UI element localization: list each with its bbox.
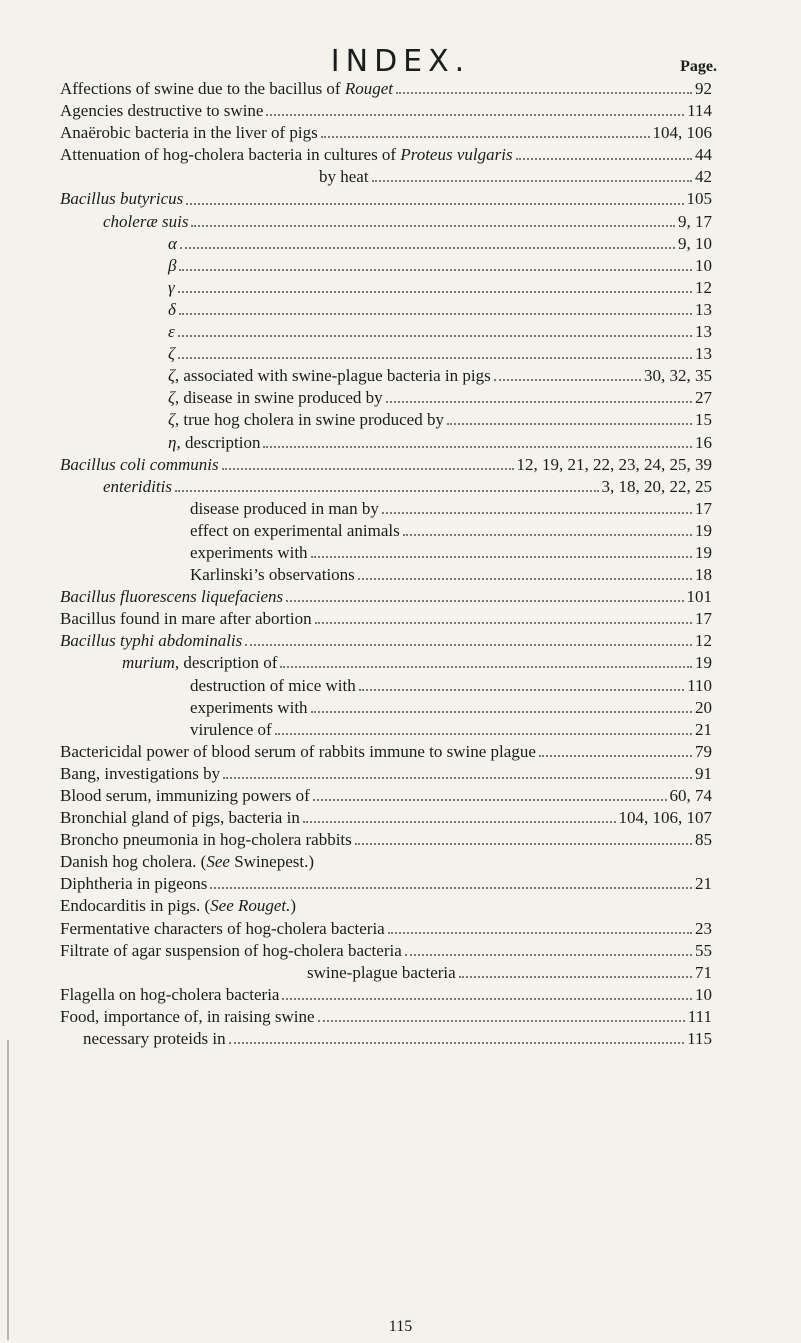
- dot-leader: [263, 446, 692, 448]
- index-entry-text: [60, 586, 283, 608]
- index-entry-text-part: See: [206, 852, 230, 872]
- index-entry-text-part: Bronchial gland of pigs, bacteria in: [60, 808, 300, 828]
- index-entry: [60, 586, 712, 608]
- index-entry-text: [307, 962, 456, 984]
- dot-leader: [191, 225, 675, 227]
- dot-leader: [223, 777, 692, 779]
- index-entry: [60, 542, 712, 564]
- index-entry-pages: 30, 32, 35: [644, 366, 712, 386]
- index-entry-text-part: Endocarditis in pigs. (: [60, 896, 211, 916]
- index-entry-text: [190, 520, 400, 542]
- index-entry-text: [168, 343, 175, 365]
- index-entry-text-part: ζ: [168, 366, 175, 386]
- dot-leader: [313, 799, 667, 801]
- index-entry: [60, 1006, 712, 1028]
- index-entry-text: [60, 940, 402, 962]
- index-entry-text-part: Agencies destructive to swine: [60, 101, 264, 121]
- index-entry-text: [60, 630, 242, 652]
- dot-leader: [372, 180, 692, 182]
- index-entry-text-part: experiments with: [190, 697, 308, 717]
- dot-leader: [447, 423, 692, 425]
- index-entry: [60, 78, 712, 100]
- dot-leader: [311, 556, 692, 558]
- index-entry-text: [60, 1006, 315, 1028]
- dot-leader: [386, 401, 692, 403]
- index-entry-text-part: Bang, investigations by: [60, 763, 221, 783]
- index-entry-text-part: Food, importance of, in raising swine: [60, 1006, 315, 1026]
- index-entry: [60, 719, 712, 741]
- index-entry: [60, 564, 712, 586]
- index-entry-text: [190, 675, 356, 697]
- index-entry-text-part: Proteus vulgaris: [400, 145, 513, 165]
- dot-leader: [229, 1042, 685, 1044]
- index-entry: [60, 122, 712, 144]
- index-entry-text: [60, 851, 314, 873]
- dot-leader: [275, 733, 692, 735]
- dot-leader: [178, 335, 692, 337]
- index-entry-pages: 104, 106: [652, 123, 712, 143]
- index-entry-text-part: necessary proteids in: [83, 1029, 226, 1049]
- dot-leader: [355, 843, 692, 845]
- index-entry-text: [60, 918, 385, 940]
- index-entry: [60, 476, 712, 498]
- index-entry-text-part: by heat: [319, 167, 369, 187]
- index-entry-pages: 21: [695, 719, 712, 739]
- index-entry: [60, 387, 712, 409]
- index-entry-pages: 10: [695, 984, 712, 1004]
- index-entry: [60, 829, 712, 851]
- index-entry-text: [60, 454, 219, 476]
- index-entry: [60, 520, 712, 542]
- index-entry-pages: 44: [695, 145, 712, 165]
- index-entry: [60, 211, 712, 233]
- index-entry-text-part: virulence of: [190, 719, 272, 739]
- index-entry-text-part: Broncho pneumonia in hog-cholera rabbits: [60, 830, 352, 850]
- index-entry-text: [60, 100, 263, 122]
- index-entry: [60, 299, 712, 321]
- index-entry-pages: 12: [695, 631, 712, 651]
- index-entry-text: [60, 188, 183, 210]
- dot-leader: [286, 600, 683, 602]
- index-entry-text: [60, 741, 536, 763]
- index-list: [60, 78, 712, 1050]
- index-entry-pages: 105: [686, 189, 712, 209]
- page-column-label: Page.: [680, 58, 717, 75]
- index-entry-text: [60, 763, 220, 785]
- dot-leader: [359, 689, 684, 691]
- index-entry-text-part: Danish hog cholera. (: [60, 852, 207, 872]
- index-entry: [60, 675, 712, 697]
- index-entry-text-part: Bacillus typhi abdominalis: [60, 631, 243, 651]
- dot-leader: [303, 821, 616, 823]
- index-entry-text: [60, 873, 207, 895]
- dot-leader: [318, 1020, 685, 1022]
- index-entry-text-part: ζ: [168, 388, 175, 408]
- index-entry-text-part: Bactericidal power of blood serum of rabbits immune to swine plague: [60, 741, 536, 761]
- index-entry: [60, 962, 712, 984]
- index-entry-text-part: δ: [168, 299, 176, 319]
- index-entry-text-part: Diphtheria in pigeons: [60, 874, 208, 894]
- index-entry-text-part: Bacillus found in mare after abortion: [60, 609, 312, 629]
- dot-leader: [315, 622, 692, 624]
- index-entry-text: [122, 652, 277, 674]
- dot-leader: [282, 998, 692, 1000]
- index-entry-text: [168, 365, 491, 387]
- dot-leader: [180, 247, 675, 249]
- index-entry-text: [168, 387, 383, 409]
- index-entry-text-part: murium,: [122, 653, 180, 673]
- index-entry-text: [60, 829, 352, 851]
- index-entry-text: [168, 409, 444, 431]
- dot-leader: [311, 711, 692, 713]
- index-entry: [60, 984, 712, 1006]
- dot-leader: [222, 468, 514, 470]
- index-entry-text: [168, 233, 177, 255]
- index-entry-text: [168, 321, 175, 343]
- index-entry-pages: 114: [687, 101, 712, 121]
- dot-leader: [245, 644, 692, 646]
- index-entry: [60, 940, 712, 962]
- index-entry-text-part: Filtrate of agar suspension of hog-cholera bacteria: [60, 940, 402, 960]
- index-entry-text: [319, 166, 369, 188]
- index-entry-pages: 16: [695, 432, 712, 452]
- index-entry: [60, 608, 712, 630]
- page-number: 115: [388, 1318, 413, 1335]
- index-entry: [60, 785, 712, 807]
- dot-leader: [396, 92, 692, 94]
- index-entry-text-part: ζ: [168, 410, 175, 430]
- index-entry-pages: 23: [695, 918, 712, 938]
- index-entry-pages: 21: [695, 874, 712, 894]
- index-entry-pages: 13: [695, 299, 712, 319]
- index-entry-pages: 60, 74: [669, 786, 712, 805]
- index-entry-pages: 13: [695, 344, 712, 364]
- index-entry-text: [190, 697, 308, 719]
- index-entry-pages: 12, 19, 21, 22, 23, 24, 25, 39: [516, 454, 712, 474]
- index-entry-pages: 13: [695, 322, 712, 342]
- index-entry: [60, 918, 712, 940]
- dot-leader: [179, 269, 692, 271]
- index-entry: [60, 409, 712, 431]
- index-entry-text: [60, 895, 296, 917]
- dot-leader: [280, 666, 692, 668]
- index-entry-text: [60, 608, 312, 630]
- index-entry-pages: 79: [695, 741, 712, 761]
- index-entry: [60, 365, 712, 387]
- index-entry-text-part: , true hog cholera in swine produced by: [174, 410, 444, 430]
- index-entry: [60, 895, 712, 917]
- index-entry-text-part: , disease in swine produced by: [174, 388, 383, 408]
- index-entry-pages: 27: [695, 388, 712, 408]
- index-entry-pages: 55: [695, 940, 712, 960]
- index-entry-text-part: β: [168, 255, 177, 275]
- index-entry: [60, 188, 712, 210]
- index-entry-text-part: ζ: [168, 344, 175, 364]
- index-entry: [60, 144, 712, 166]
- index-entry: [60, 255, 712, 277]
- index-entry: [60, 277, 712, 299]
- index-entry-text-part: η: [168, 432, 177, 452]
- index-entry-text: [60, 144, 513, 166]
- index-entry-text-part: destruction of mice with: [190, 675, 356, 695]
- dot-leader: [358, 578, 692, 580]
- index-entry-text: [103, 476, 172, 498]
- index-entry-pages: 91: [695, 763, 712, 783]
- index-entry: [60, 851, 712, 873]
- index-entry-text-part: , description: [176, 432, 261, 452]
- index-entry-pages: 111: [687, 1006, 712, 1026]
- index-entry-text-part: effect on experimental animals: [190, 520, 400, 540]
- index-entry-pages: 19: [695, 542, 712, 562]
- index-entry-text: [168, 277, 175, 299]
- index-entry-text-part: ): [290, 896, 297, 916]
- dot-leader: [382, 512, 692, 514]
- index-entry-text-part: Swinepest.): [229, 852, 314, 872]
- index-entry-text-part: swine-plague bacteria: [307, 962, 456, 982]
- dot-leader: [405, 954, 692, 956]
- index-entry-text-part: Flagella on hog-cholera bacteria: [60, 984, 280, 1004]
- index-entry-pages: 92: [695, 79, 712, 98]
- index-entry: [60, 321, 712, 343]
- index-entry-text: [60, 785, 310, 807]
- index-entry-text-part: Fermentative characters of hog-cholera bacteria: [60, 918, 385, 938]
- index-entry-text-part: Bacillus coli communis: [60, 454, 219, 474]
- dot-leader: [266, 114, 684, 116]
- dot-leader: [321, 136, 650, 138]
- index-entry: [60, 166, 712, 188]
- index-entry-text-part: See Rouget.: [210, 896, 291, 916]
- index-entry-text: [60, 122, 318, 144]
- index-entry: [60, 652, 712, 674]
- index-entry-text-part: enteriditis: [103, 476, 172, 496]
- index-entry-text-part: disease produced in man by: [190, 498, 379, 518]
- binding-margin-line: [7, 1040, 9, 1340]
- index-entry-text: [103, 211, 188, 233]
- index-entry-text: [60, 807, 300, 829]
- dot-leader: [494, 379, 641, 381]
- dot-leader: [178, 357, 692, 359]
- index-entry-pages: 17: [695, 609, 712, 629]
- index-entry-text-part: γ: [168, 277, 175, 297]
- index-entry-pages: 85: [695, 830, 712, 850]
- index-entry-text-part: α: [168, 233, 177, 253]
- index-entry-text: [83, 1028, 226, 1050]
- index-entry-pages: 115: [687, 1029, 712, 1049]
- index-entry-text-part: experiments with: [190, 542, 308, 562]
- index-entry-text-part: Bacillus fluorescens liquefaciens: [60, 587, 284, 607]
- index-entry-text: [190, 498, 379, 520]
- index-entry-text: [190, 719, 272, 741]
- index-entry-pages: 110: [687, 675, 712, 695]
- index-entry-pages: 9, 17: [678, 211, 712, 231]
- index-entry-text-part: Attenuation of hog-cholera bacteria in cultures of: [60, 145, 401, 165]
- index-entry: [60, 100, 712, 122]
- dot-leader: [516, 158, 692, 160]
- index-entry-text-part: Bacillus butyricus: [60, 189, 184, 209]
- dot-leader: [178, 291, 692, 293]
- index-entry: [60, 697, 712, 719]
- index-entry: [60, 432, 712, 454]
- index-entry-text-part: Blood serum, immunizing powers of: [60, 786, 310, 805]
- index-entry: [60, 454, 712, 476]
- index-entry: [60, 630, 712, 652]
- dot-leader: [388, 932, 692, 934]
- index-entry-pages: 104, 106, 107: [618, 808, 712, 828]
- index-entry-text: [190, 542, 308, 564]
- index-entry: [60, 807, 712, 829]
- index-entry: [60, 741, 712, 763]
- index-entry: [60, 498, 712, 520]
- index-entry-text-part: description of: [179, 653, 278, 673]
- index-entry-text-part: choleræ suis: [103, 211, 189, 231]
- index-entry-text: [168, 255, 176, 277]
- index-entry-pages: 12: [695, 277, 712, 297]
- dot-leader: [175, 490, 599, 492]
- index-entry-text-part: Karlinski’s observations: [190, 565, 355, 585]
- dot-leader: [210, 887, 692, 889]
- index-entry-pages: 15: [695, 410, 712, 430]
- index-entry-text: [168, 299, 176, 321]
- index-entry-pages: 19: [695, 653, 712, 673]
- index-entry: [60, 233, 712, 255]
- index-entry-text: [60, 984, 279, 1006]
- index-entry-pages: 3, 18, 20, 22, 25: [601, 476, 712, 496]
- index-entry-text-part: ε: [168, 322, 175, 342]
- dot-leader: [186, 203, 683, 205]
- index-entry-pages: 101: [686, 587, 712, 607]
- index-entry-pages: 18: [695, 565, 712, 585]
- index-entry-pages: 10: [695, 255, 712, 275]
- index-entry-text-part: Affections of swine due to the bacillus of: [60, 79, 345, 98]
- index-entry: [60, 873, 712, 895]
- index-entry: [60, 343, 712, 365]
- index-entry-pages: 42: [695, 167, 712, 187]
- index-entry-text: [190, 564, 355, 586]
- index-entry-text-part: Rouget: [344, 79, 393, 98]
- index-entry-pages: 9, 10: [678, 233, 712, 253]
- index-entry-text-part: Anaërobic bacteria in the liver of pigs: [60, 123, 318, 143]
- page-title: INDEX.: [330, 44, 471, 79]
- index-entry-text: [168, 432, 260, 454]
- dot-leader: [179, 313, 692, 315]
- dot-leader: [403, 534, 692, 536]
- index-entry-pages: 19: [695, 520, 712, 540]
- dot-leader: [539, 755, 692, 757]
- index-entry-text-part: , associated with swine-plague bacteria in pigs: [174, 366, 491, 386]
- index-entry: [60, 1028, 712, 1050]
- index-entry: [60, 763, 712, 785]
- index-entry-pages: 17: [695, 498, 712, 518]
- index-entry-pages: 20: [695, 697, 712, 717]
- dot-leader: [459, 976, 692, 978]
- index-entry-text: [60, 78, 393, 100]
- index-entry-pages: 71: [695, 962, 712, 982]
